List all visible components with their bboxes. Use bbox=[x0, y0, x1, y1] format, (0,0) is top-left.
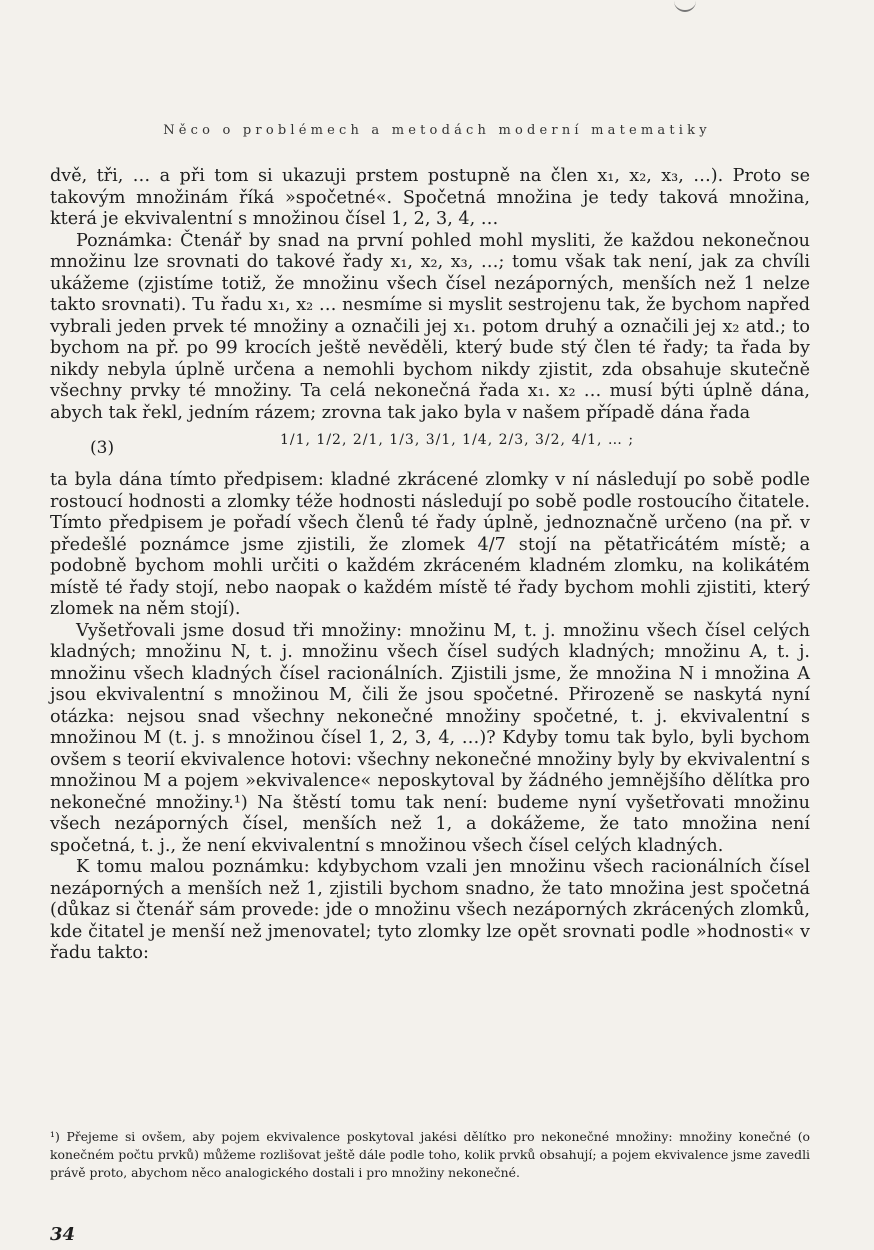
main-text bbox=[50, 166, 810, 965]
running-header: Něco o problémech a metodách moderní matematiky bbox=[163, 123, 711, 138]
footnote: ¹) Přejeme si ovšem, aby pojem ekvivalence poskytoval jakési dělítko pro nekonečné množiny: množiny konečné (o konečném počtu prvků) můžeme rozlišovat ještě dále podle toho, kolik prvků obsahují; a pojem ekvivalence jsme zavedli právě proto, abychom něco analogického dostali i pro množiny nekonečné. bbox=[50, 1129, 810, 1180]
equation-number: (3) bbox=[90, 438, 115, 458]
page-number: 34 bbox=[50, 1224, 76, 1245]
paragraph-2: ta byla dána tímto předpisem: kladné zkrácené zlomky v ní následují po sobě podle rostoucí hodnosti a zlomky téže hodnosti následují po sobě podle rostoucího čitatele. Tímto předpisem je pořadí všech členů té řady úplně, jednoznačně určeno (na př. v předešlé poznámce jsme zjistili, že zlomek 4/7 stojí na pětatřicátém místě; a podobně bychom mohli určiti o každém zkráceném kladném zlomku, na kolikátém místě té řady stojí, nebo naopak o každém místě té řady bychom mohli zjistiti, který zlomek na něm stojí). bbox=[50, 470, 810, 619]
paragraph-1: dvě, tři, … a při tom si ukazuji prstem postupně na člen x₁, x₂, x₃, …). Proto se takovým množinám říká »spočetné«. Spočetná množina je tedy taková množina, která je ekvivalentní s množinou čísel 1, 2, 3, 4, … bbox=[50, 166, 810, 229]
paragraph-note: Poznámka: Čtenář by snad na první pohled mohl mysliti, že každou nekonečnou množinu lze srovnati do takové řady x₁, x₂, x₃, …; tomu však tak není, jak za chvíli ukážeme (zjistíme totiž, že množinu všech čísel nezáporných, menších než 1 nelze takto srovnati). Tu řadu x₁, x₂ … nesmíme si myslit sestrojenu tak, že bychom napřed vybrali jeden prvek té množiny a označili jej x₁. potom druhý a označili jej x₂ atd.; to bychom na př. po 99 krocích ještě nevěděli, který bude stý člen té řady; ta řada by nikdy nebyla úplně určena a nemohli bychom nikdy zjistit, zda obsahuje skutečně všechny prvky té množiny. Ta celá nekonečná řada x₁. x₂ … musí býti úplně dána, abych tak řekl, jedním rázem; zrovna tak jako byla v našem případě dána řada bbox=[50, 230, 810, 423]
paragraph-4: K tomu malou poznámku: kdybychom vzali jen množinu všech racionálních čísel nezáporných a menších než 1, zjistili bychom snadno, že tato množina jest spočetná (důkaz si čtenář sám provede: jde o množinu všech nezáporných zkrácených zlomků, kde čitatel je menší než jmenovatel; tyto zlomky lze opět srovnati podle »hodnosti« v řadu takto: bbox=[50, 857, 810, 963]
scan-mark bbox=[674, 0, 696, 12]
fraction-sequence: 1/1, 1/2, 2/1, 1/3, 3/1, 1/4, 2/3, 3/2, 4/1, … ; bbox=[280, 432, 635, 448]
formula-3 bbox=[50, 428, 810, 464]
paragraph-3: Vyšetřovali jsme dosud tři množiny: množinu M, t. j. množinu všech čísel celých kladných; množinu N, t. j. množinu všech čísel sudých kladných; množinu A, t. j. množinu všech kladných čísel racionálních. Zjistili jsme, že množina N i množina A jsou ekvivalentní s množinou M, čili že jsou spočetné. Přirozeně se naskytá nyní otázka: nejsou snad všechny nekonečné množiny spočetné, t. j. ekvivalentní s množinou M (t. j. s množinou čísel 1, 2, 3, 4, …)? Kdyby tomu tak bylo, byli bychom ovšem s teorií ekvivalence hotovi: všechny nekonečné množiny byly by ekvivalentní s množinou M a pojem »ekvivalence« neposkytoval by žádného jemnějšího dělítka pro nekonečné množiny.¹) Na štěstí tomu tak není: budeme nyní vyšetřovati množinu všech nezáporných čísel, menších než 1, a dokážeme, že tato množina není spočetná, t. j., že není ekvivalentní s množinou všech čísel celých kladných. bbox=[50, 620, 810, 856]
